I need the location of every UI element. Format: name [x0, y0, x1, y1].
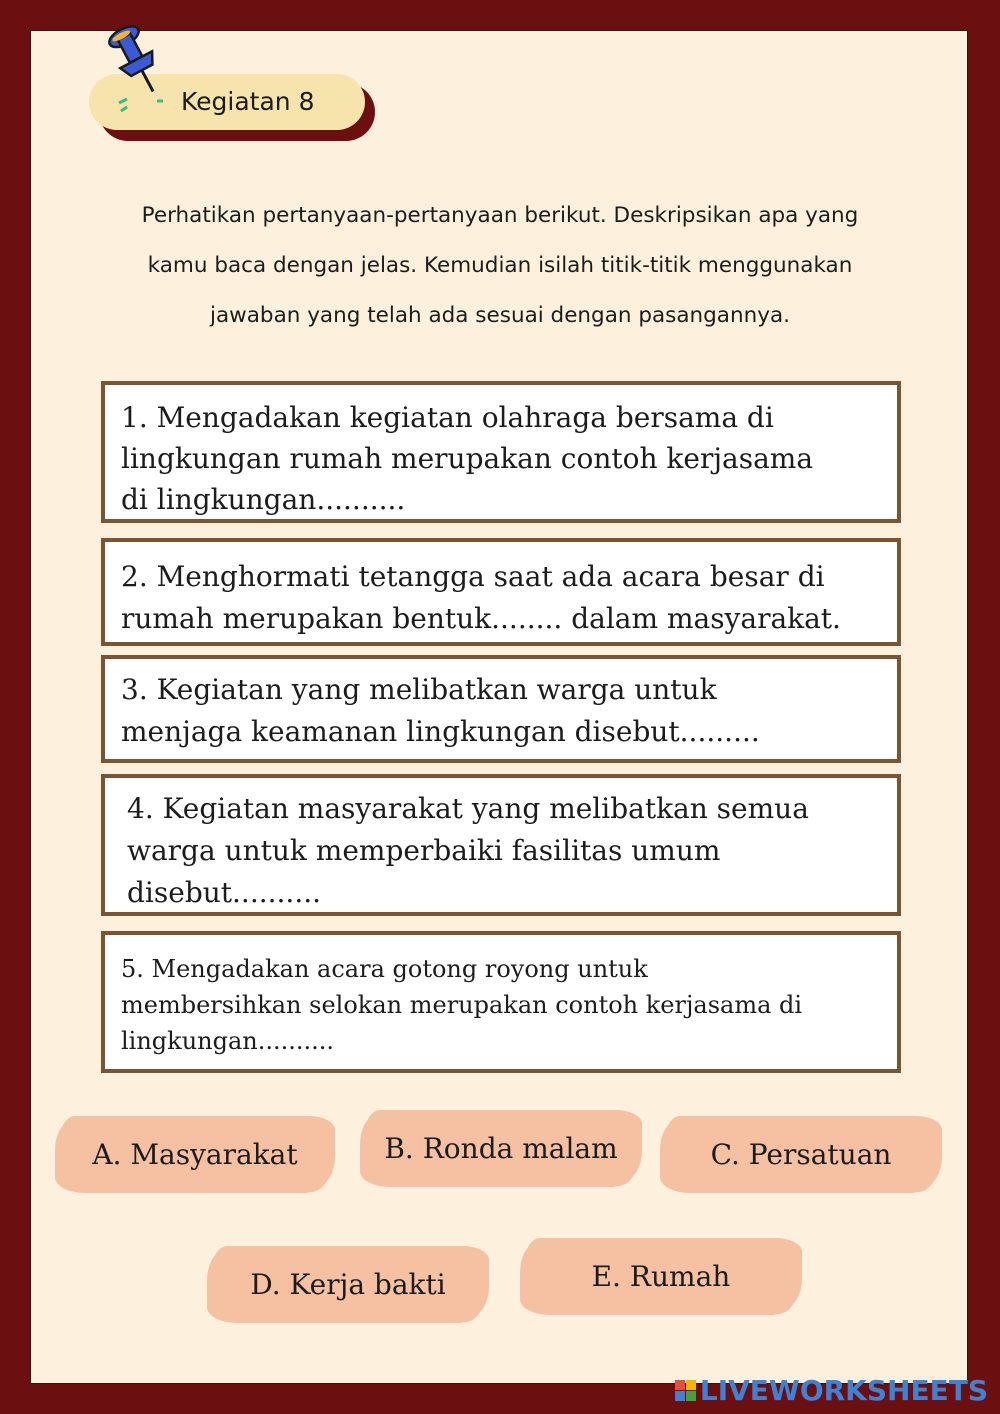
- question-box-3: [101, 655, 901, 763]
- question-line: di lingkungan..........: [121, 483, 406, 516]
- question-line: 4. Kegiatan masyarakat yang melibatkan semua: [127, 792, 809, 825]
- question-line: membersihkan selokan merupakan contoh kerjasama di: [121, 991, 803, 1019]
- question-box-1: [101, 381, 901, 523]
- answer-option-a[interactable]: A. Masyarakat: [61, 1119, 329, 1189]
- brand-text: LIVEWORKSHEETS: [699, 1374, 988, 1407]
- answer-option-e[interactable]: E. Rumah: [526, 1241, 796, 1311]
- question-line: disebut..........: [127, 876, 322, 909]
- question-line: 5. Mengadakan acara gotong royong untuk: [121, 955, 648, 983]
- instruction-line: jawaban yang telah ada sesuai dengan pasangannya.: [210, 303, 790, 328]
- question-box-4: [101, 774, 901, 916]
- question-line: 2. Menghormati tetangga saat ada acara besar di: [121, 560, 825, 593]
- question-line: menjaga keamanan lingkungan disebut.........: [121, 715, 760, 748]
- question-box-2: [101, 538, 901, 646]
- worksheet-page: [30, 30, 968, 1384]
- question-line: lingkungan..........: [121, 1027, 335, 1055]
- question-line: lingkungan rumah merupakan contoh kerjasama: [121, 442, 814, 475]
- question-line: 3. Kegiatan yang melibatkan warga untuk: [121, 673, 717, 706]
- question-line: warga untuk memperbaiki fasilitas umum: [127, 834, 721, 867]
- activity-title: Kegiatan 8: [181, 87, 315, 116]
- liveworksheets-logo-icon: [675, 1380, 696, 1401]
- answer-option-c[interactable]: C. Persatuan: [666, 1119, 936, 1189]
- instruction-line: Perhatikan pertanyaan-pertanyaan berikut. Deskripsikan apa yang: [141, 203, 859, 228]
- question-line: rumah merupakan bentuk........ dalam masyarakat.: [121, 602, 841, 635]
- pushpin-icon: [99, 15, 179, 115]
- instructions: [71, 191, 929, 341]
- answer-option-d[interactable]: D. Kerja bakti: [213, 1249, 483, 1319]
- instruction-line: kamu baca dengan jelas. Kemudian isilah titik-titik menggunakan: [147, 253, 853, 278]
- question-line: 1. Mengadakan kegiatan olahraga bersama di: [121, 401, 774, 434]
- answer-option-b[interactable]: B. Ronda malam: [366, 1113, 636, 1183]
- liveworksheets-brand: [675, 1374, 988, 1407]
- question-box-5: [101, 931, 901, 1073]
